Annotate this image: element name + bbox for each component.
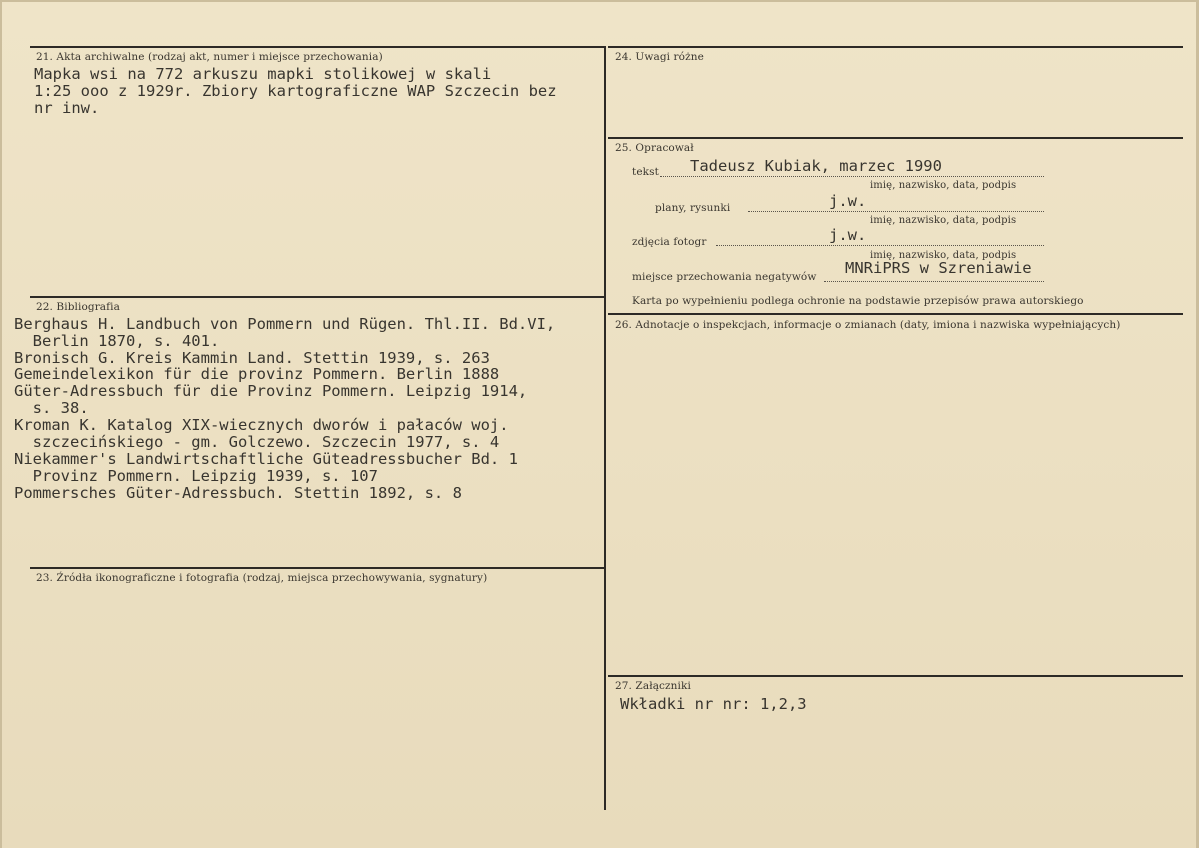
tekst-value: Tadeusz Kubiak, marzec 1990 bbox=[690, 157, 942, 175]
section-21-line: 1:25 ooo z 1929r. Zbiory kartograficzne WAP Szczecin bez bbox=[34, 82, 557, 100]
section-21-header: 21. Akta archiwalne (rodzaj akt, numer i miejsce przechowania) bbox=[36, 51, 383, 63]
bibliography-line: s. 38. bbox=[14, 399, 89, 417]
rule-vertical-divider bbox=[604, 46, 606, 810]
rule-section-23-top bbox=[30, 567, 606, 569]
signature-caption: imię, nazwisko, data, podpis bbox=[870, 250, 1017, 261]
negatywy-label: miejsce przechowania negatywów bbox=[632, 271, 817, 283]
copyright-notice: Karta po wypełnieniu podlega ochronie na podstawie przepisów prawa autorskiego bbox=[632, 295, 1084, 307]
section-24-header: 24. Uwagi różne bbox=[615, 51, 704, 63]
tekst-dotted-line bbox=[660, 176, 1044, 177]
zdjecia-value: j.w. bbox=[829, 226, 867, 244]
rule-section-22-top bbox=[30, 296, 606, 298]
bibliography-line: szczecińskiego - gm. Golczewo. Szczecin 1977, s. 4 bbox=[14, 433, 500, 451]
card-edge-left bbox=[0, 0, 2, 848]
rule-section-26-top bbox=[608, 313, 1183, 315]
zdjecia-label: zdjęcia fotogr bbox=[632, 236, 707, 248]
tekst-label: tekst bbox=[632, 166, 659, 178]
section-23-header: 23. Źródła ikonograficzne i fotografia (rodzaj, miejsca przechowywania, sygnatury) bbox=[36, 572, 488, 584]
negatywy-dotted-line bbox=[824, 281, 1044, 282]
section-26-header: 26. Adnotacje o inspekcjach, informacje o zmianach (daty, imiona i nazwiska wypełniających) bbox=[615, 319, 1121, 331]
signature-caption: imię, nazwisko, data, podpis bbox=[870, 180, 1017, 191]
section-22-header: 22. Bibliografia bbox=[36, 301, 120, 313]
bibliography-line: Provinz Pommern. Leipzig 1939, s. 107 bbox=[14, 467, 378, 485]
bibliography-line: Kroman K. Katalog XIX-wiecznych dworów i pałaców woj. bbox=[14, 416, 509, 434]
card-edge-top bbox=[0, 0, 1199, 2]
attachments-value: Wkładki nr nr: 1,2,3 bbox=[620, 695, 807, 713]
zdjecia-dotted-line bbox=[716, 245, 1044, 246]
plany-value: j.w. bbox=[829, 192, 867, 210]
plany-dotted-line bbox=[748, 211, 1044, 212]
section-27-header: 27. Załączniki bbox=[615, 680, 691, 692]
bibliography-line: Güter-Adressbuch für die Provinz Pommern. Leipzig 1914, bbox=[14, 382, 528, 400]
signature-caption: imię, nazwisko, data, podpis bbox=[870, 215, 1017, 226]
rule-section-27-top bbox=[608, 675, 1183, 677]
bibliography-line: Niekammer's Landwirtschaftliche Güteadressbucher Bd. 1 bbox=[14, 450, 518, 468]
rule-top-left bbox=[30, 46, 606, 48]
section-25-header: 25. Opracował bbox=[615, 142, 694, 154]
plany-label: plany, rysunki bbox=[655, 202, 731, 214]
bibliography-line: Gemeindelexikon für die provinz Pommern. Berlin 1888 bbox=[14, 365, 500, 383]
bibliography-line: Berghaus H. Landbuch von Pommern und Rügen. Thl.II. Bd.VI, bbox=[14, 315, 556, 333]
section-21-line: Mapka wsi na 772 arkuszu mapki stolikowej w skali bbox=[34, 65, 492, 83]
section-21-line: nr inw. bbox=[34, 99, 100, 117]
bibliography-line: Bronisch G. Kreis Kammin Land. Stettin 1939, s. 263 bbox=[14, 349, 490, 367]
bibliography-line: Berlin 1870, s. 401. bbox=[14, 332, 220, 350]
negatywy-value: MNRiPRS w Szreniawie bbox=[845, 259, 1032, 277]
bibliography-line: Pommersches Güter-Adressbuch. Stettin 1892, s. 8 bbox=[14, 484, 462, 502]
rule-top-right bbox=[608, 46, 1183, 48]
rule-section-25-top bbox=[608, 137, 1183, 139]
